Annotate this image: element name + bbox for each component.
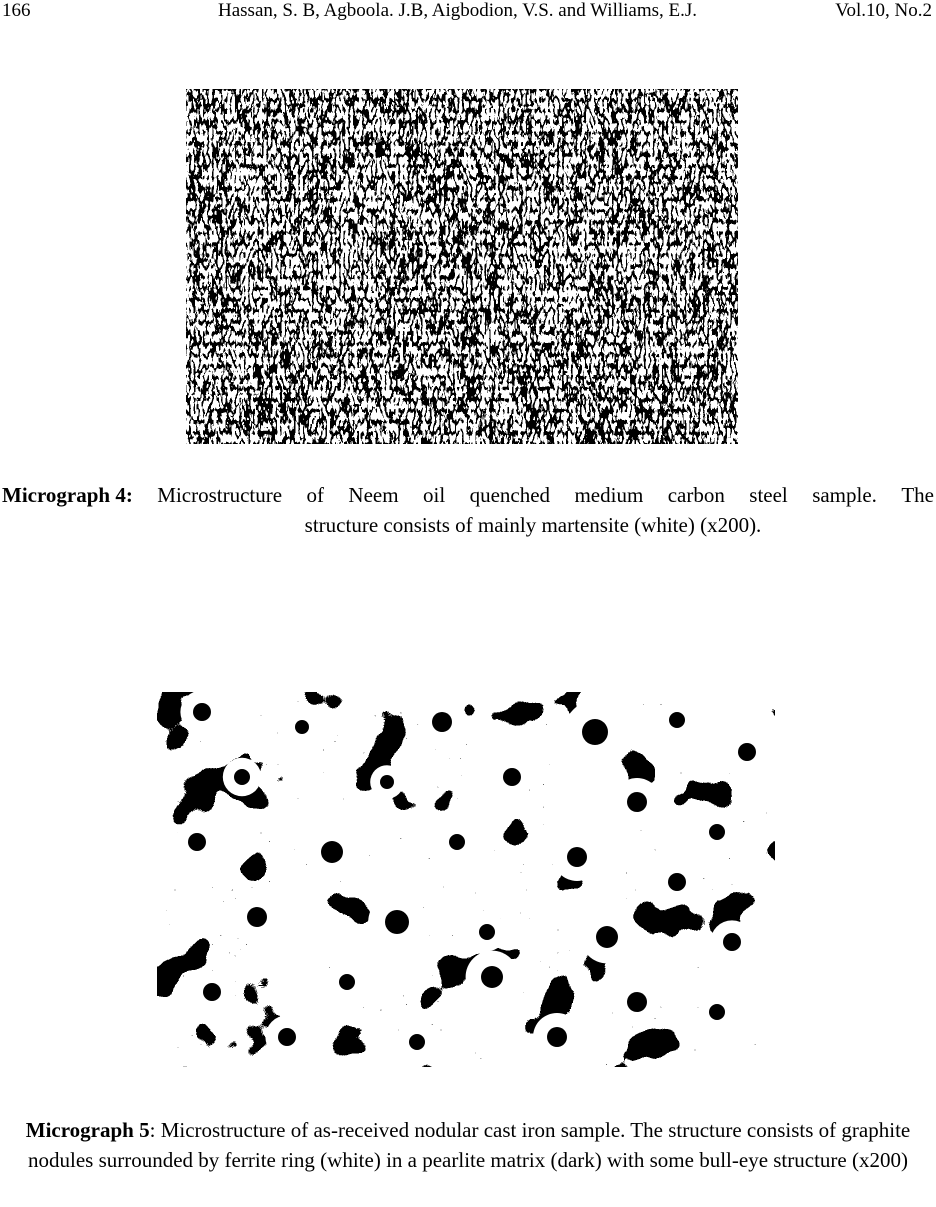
caption-word: Neem [348, 483, 399, 507]
header-authors: Hassan, S. B, Agboola. J.B, Aigbodion, V.S. and Williams, E.J. [218, 0, 698, 21]
micrograph-5-label: Micrograph 5 [25, 1118, 150, 1142]
caption-word: of [306, 483, 324, 507]
caption-word: oil [422, 483, 446, 507]
caption-word: steel [749, 483, 788, 507]
running-header [0, 0, 936, 24]
header-volume: Vol.10, No.2 [835, 0, 932, 21]
micrograph-5-image [157, 692, 775, 1067]
caption-word: carbon [667, 483, 725, 507]
caption-word: sample. [812, 483, 877, 507]
caption-word: Microstructure [157, 483, 283, 507]
caption-5-text: : Microstructure of as-received nodular cast iron sample. The structure consists of graphite nodules surrounded by ferrite ring (white) in a pearlite matrix (dark) with some bull-eye structure (x200) [28, 1118, 911, 1172]
caption-word: quenched [469, 483, 551, 507]
caption-4-line-2: structure consists of mainly martensite (white) (x200). [304, 513, 762, 537]
micrograph-4-caption [2, 480, 934, 540]
caption-word: medium [574, 483, 644, 507]
micrograph-4-image [186, 89, 738, 444]
micrograph-5-caption [2, 1115, 934, 1175]
page-number: 166 [2, 0, 31, 21]
micrograph-4-label: Micrograph 4: [2, 483, 133, 507]
caption-word: The [901, 483, 934, 507]
caption-4-line-1 [2, 480, 934, 510]
